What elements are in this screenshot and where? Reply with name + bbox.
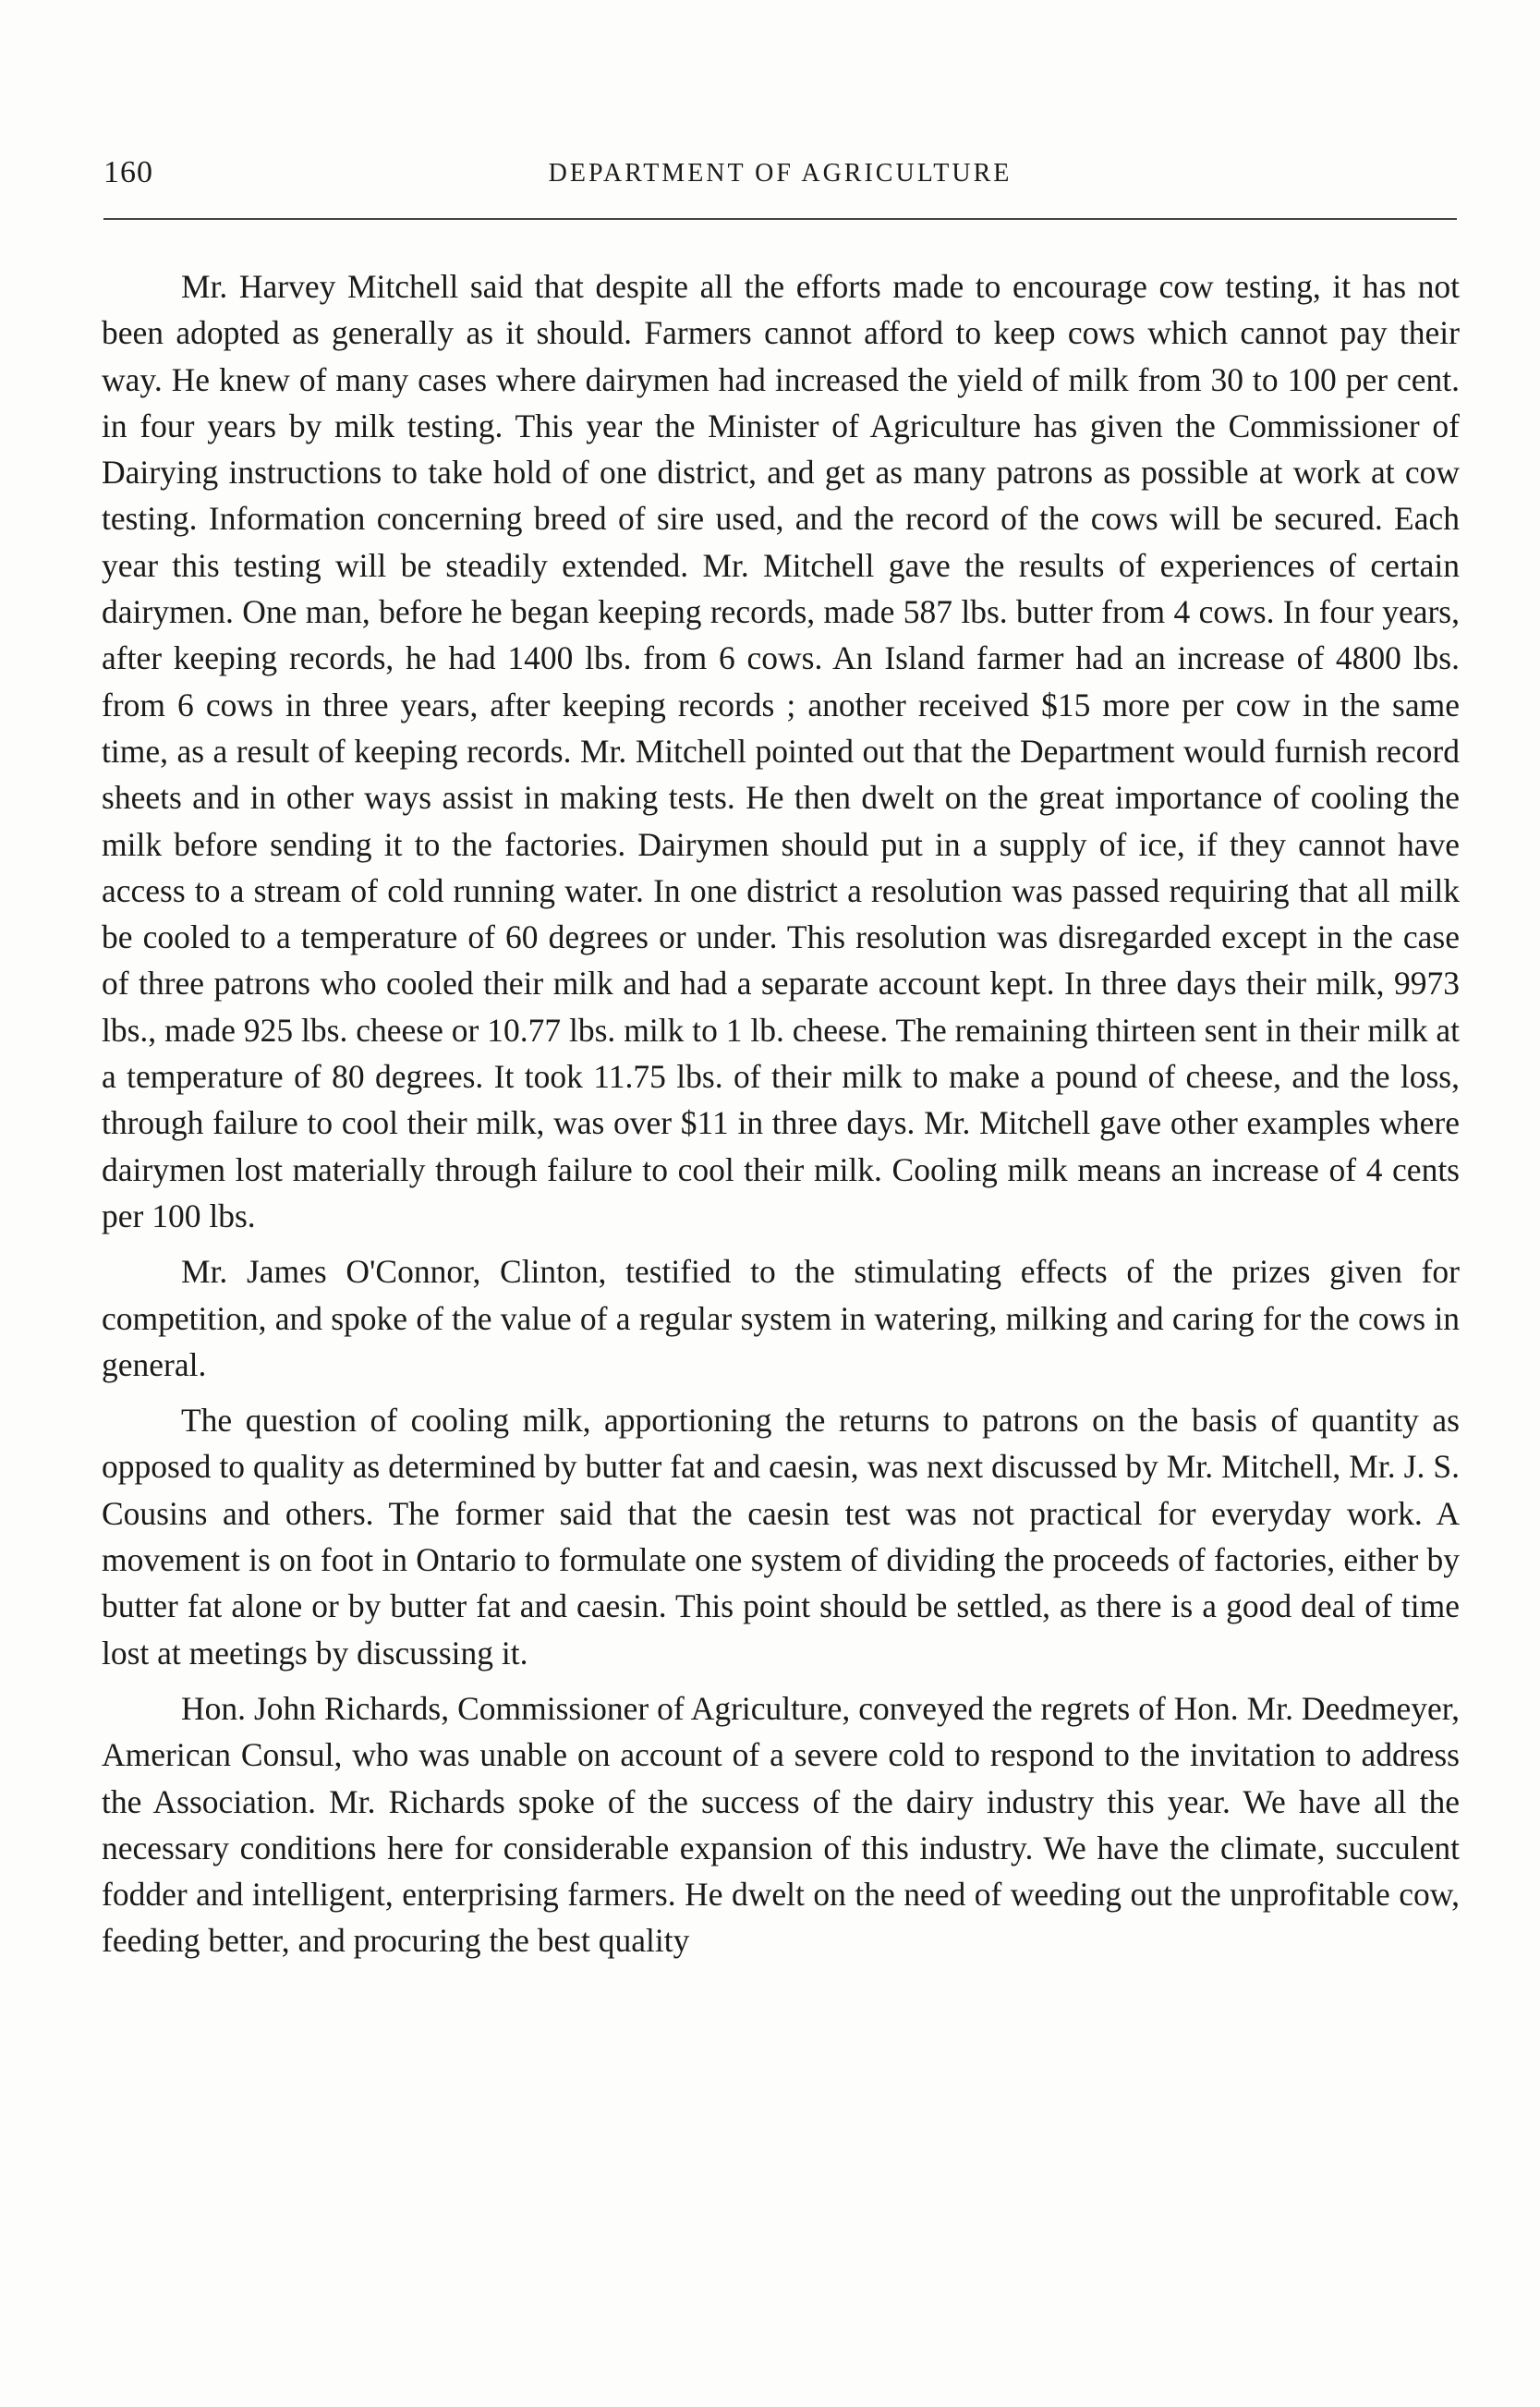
paragraph-richards: Hon. John Richards, Commissioner of Agriculture, conveyed the regrets of Hon. Mr. Deedmeyer, American Consul, who was unable on account of a severe cold to respond to the invitation to address the Association. Mr. Richards spoke of the success of the dairy industry this year. We have all the necessary conditions here for considerable expansion of this industry. We have the climate, succulent fodder and intelligent, enterprising farmers. He dwelt on the need of weeding out the unprofitable cow, feeding better, and procuring the best quality: [102, 1689, 1460, 1960]
page-number: 160: [103, 155, 153, 189]
header-rule: [103, 218, 1457, 220]
page-header: [103, 155, 1457, 201]
paragraph-oconnor: Mr. James O'Connor, Clinton, testified to the stimulating effects of the prizes given for competition, and spoke of the value of a regular system in watering, milking and caring for the cows in general.: [102, 1253, 1460, 1383]
paragraph-mitchell: Mr. Harvey Mitchell said that despite all the efforts made to encourage cow testing, it has not been adopted as generally as it should. Farmers cannot afford to keep cows which cannot pay their way. He knew of many cases where dairymen had increased the yield of milk from 30 to 100 per cent. in four years by milk testing. This year the Minister of Agriculture has given the Commissioner of Dairying instructions to take hold of one district, and get as many patrons as possible at work at cow testing. Information concerning breed of sire used, and the record of the cows will be secured. Each year this testing will be steadily extended. Mr. Mitchell gave the results of experiences of certain dairymen. One man, before he began keeping records, made 587 lbs. butter from 4 cows. In four years, after keeping records, he had 1400 lbs. from 6 cows. An Island farmer had an increase of 4800 lbs. from 6 cows in three years, after keeping records ; another received $15 more per cow in the same time, as a result of keeping records. Mr. Mitchell pointed out that the Department would furnish record sheets and in other ways assist in making tests. He then dwelt on the great importance of cooling the milk before sending it to the factories. Dairymen should put in a supply of ice, if they cannot have access to a stream of cold running water. In one district a resolution was passed requiring that all milk be cooled to a temperature of 60 degrees or under. This resolution was disregarded except in the case of three patrons who cooled their milk and had a separate account kept. In three days their milk, 9973 lbs., made 925 lbs. cheese or 10.77 lbs. milk to 1 lb. cheese. The remaining thirteen sent in their milk at a temperature of 80 degrees. It took 11.75 lbs. of their milk to make a pound of cheese, and the loss, through failure to cool their milk, was over $11 in three days. Mr. Mitchell gave other examples where dairymen lost materially through failure to cool their milk. Cooling milk means an increase of 4 cents per 100 lbs.: [102, 268, 1460, 1234]
running-head: DEPARTMENT OF AGRICULTURE: [548, 159, 1013, 188]
paragraph-cooling-milk: The question of cooling milk, apportioning the returns to patrons on the basis of quantity as opposed to quality as determined by butter fat and caesin, was next discussed by Mr. Mitchell, Mr. J. S. Cousins and others. The former said that the caesin test was not practical for everyday work. A movement is on foot in Ontario to formulate one system of dividing the proceeds of factories, either by butter fat alone or by butter fat and caesin. This point should be settled, as there is a good deal of time lost at meetings by discussing it.: [102, 1402, 1460, 1672]
body-text: [102, 263, 1460, 1974]
